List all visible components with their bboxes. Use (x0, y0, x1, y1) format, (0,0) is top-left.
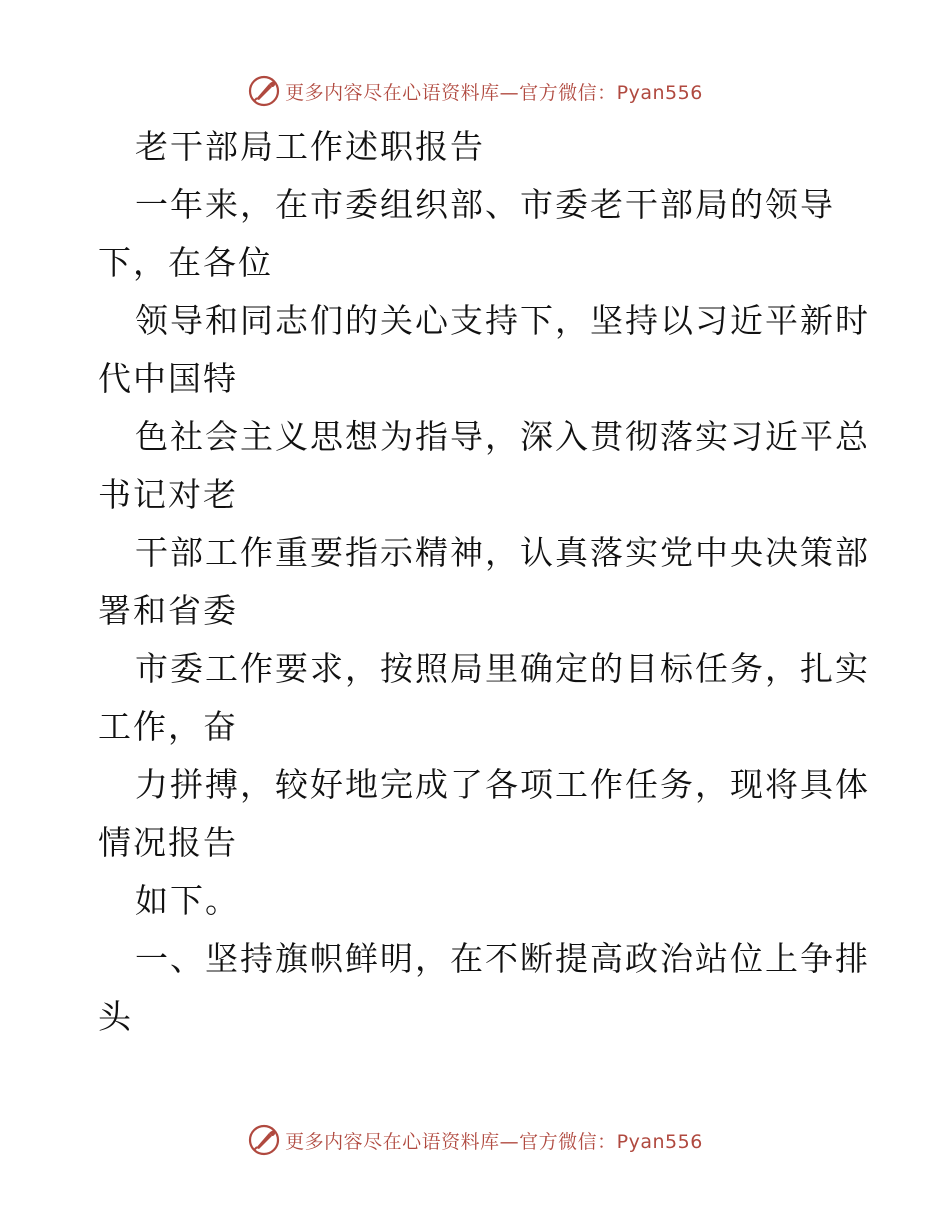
report-title: 老干部局工作述职报告 (135, 127, 485, 166)
watermark-inner (247, 74, 703, 108)
watermark-text: 更多内容尽在心语资料库—官方微信：Pyan556 (285, 81, 703, 104)
text-line: 工作，奋 (98, 707, 238, 746)
text-line: 干部工作重要指示精神，认真落实党中央决策部 (135, 533, 870, 572)
quill-pen-logo-icon (247, 1123, 281, 1157)
watermark-text: 更多内容尽在心语资料库—官方微信：Pyan556 (285, 1130, 703, 1153)
text-line: 色社会主义思想为指导，深入贯彻落实习近平总 (135, 417, 870, 456)
section-heading: 一、坚持旗帜鲜明，在不断提高政治站位上争排 (135, 939, 870, 978)
text-line: 下，在各位 (98, 243, 273, 282)
text-line: 署和省委 (98, 591, 238, 630)
text-line: 书记对老 (98, 475, 238, 514)
text-line: 如下。 (135, 881, 240, 920)
watermark-inner (247, 1123, 703, 1157)
text-line: 情况报告 (98, 823, 238, 862)
text-line: 力拼搏，较好地完成了各项工作任务，现将具体 (135, 765, 870, 804)
text-line: 领导和同志们的关心支持下，坚持以习近平新时 (135, 301, 870, 340)
text-line: 头 (98, 997, 133, 1036)
report-body (98, 118, 870, 1046)
text-line: 市委工作要求，按照局里确定的目标任务，扎实 (135, 649, 870, 688)
text-line: 一年来，在市委组织部、市委老干部局的领导 (135, 185, 835, 224)
quill-pen-logo-icon (247, 74, 281, 108)
footer-watermark (0, 1120, 950, 1160)
header-watermark (0, 71, 950, 111)
text-line: 代中国特 (98, 359, 238, 398)
